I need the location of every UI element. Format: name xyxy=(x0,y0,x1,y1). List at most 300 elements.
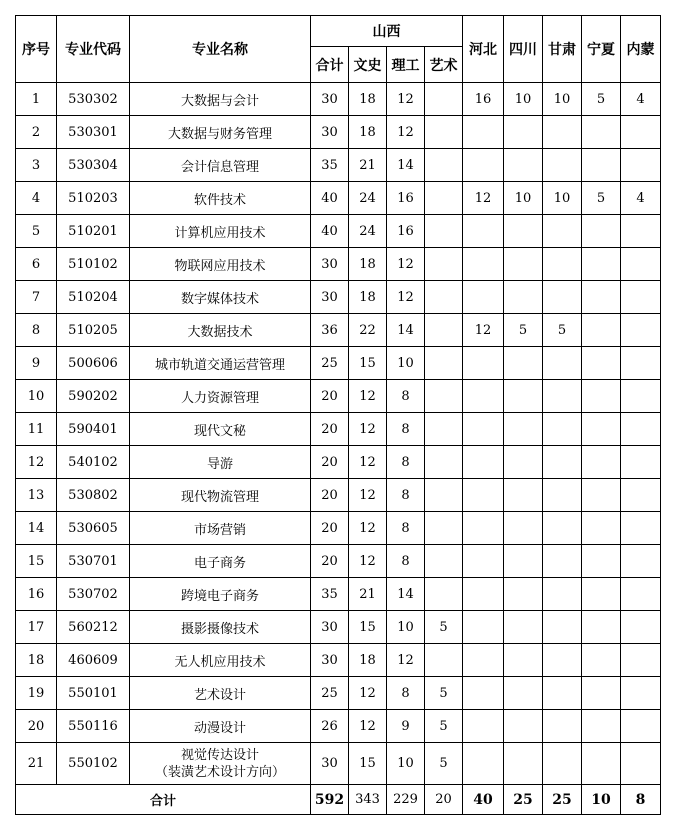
cell-ningxia xyxy=(582,116,621,149)
header-shanxi-wenshi: 文史 xyxy=(349,47,387,83)
cell-neimeng xyxy=(621,314,661,347)
table-row xyxy=(16,644,661,677)
cell-yishu xyxy=(425,644,463,677)
cell-hebei xyxy=(463,281,504,314)
cell-code: 540102 xyxy=(57,446,130,479)
cell-shanxi-total: 20 xyxy=(311,479,349,512)
cell-ningxia: 5 xyxy=(582,182,621,215)
cell-gansu xyxy=(543,710,582,743)
cell-index: 9 xyxy=(16,347,57,380)
cell-sichuan xyxy=(504,281,543,314)
cell-sichuan xyxy=(504,611,543,644)
cell-name xyxy=(130,149,311,182)
cell-wenshi: 18 xyxy=(349,248,387,281)
cell-wenshi: 22 xyxy=(349,314,387,347)
enrollment-plan-table xyxy=(15,15,661,815)
cell-code: 530301 xyxy=(57,116,130,149)
cell-name xyxy=(130,545,311,578)
table-row xyxy=(16,281,661,314)
cell-hebei xyxy=(463,347,504,380)
cell-yishu xyxy=(425,578,463,611)
cell-code: 510203 xyxy=(57,182,130,215)
major-name: 动漫设计 xyxy=(193,720,246,736)
cell-wenshi: 18 xyxy=(349,281,387,314)
cell-neimeng xyxy=(621,281,661,314)
cell-sichuan xyxy=(504,248,543,281)
cell-hebei xyxy=(463,380,504,413)
total-yishu: 20 xyxy=(425,785,463,815)
cell-ningxia xyxy=(582,611,621,644)
cell-neimeng xyxy=(621,116,661,149)
table-row xyxy=(16,743,661,785)
cell-ningxia xyxy=(582,347,621,380)
cell-gansu xyxy=(543,677,582,710)
cell-ligong: 14 xyxy=(387,578,425,611)
table-row xyxy=(16,314,661,347)
major-name: 无人机应用技术 xyxy=(174,654,266,670)
cell-hebei xyxy=(463,644,504,677)
cell-index: 21 xyxy=(16,743,57,785)
cell-neimeng xyxy=(621,347,661,380)
cell-ligong: 8 xyxy=(387,479,425,512)
cell-shanxi-total: 20 xyxy=(311,380,349,413)
cell-shanxi-total: 30 xyxy=(311,644,349,677)
cell-name xyxy=(130,479,311,512)
cell-yishu: 5 xyxy=(425,710,463,743)
header-ningxia: 宁夏 xyxy=(582,16,621,83)
cell-ningxia xyxy=(582,479,621,512)
cell-gansu: 10 xyxy=(543,83,582,116)
cell-ligong: 8 xyxy=(387,413,425,446)
cell-ningxia xyxy=(582,743,621,785)
table-row xyxy=(16,413,661,446)
cell-name xyxy=(130,611,311,644)
cell-ligong: 8 xyxy=(387,677,425,710)
cell-hebei xyxy=(463,578,504,611)
cell-name xyxy=(130,710,311,743)
cell-gansu xyxy=(543,149,582,182)
cell-neimeng xyxy=(621,611,661,644)
major-name: 跨境电子商务 xyxy=(180,588,259,604)
cell-wenshi: 12 xyxy=(349,710,387,743)
cell-ligong: 8 xyxy=(387,380,425,413)
major-name: 视觉传达设计 xyxy=(180,747,259,763)
cell-hebei xyxy=(463,710,504,743)
cell-ningxia: 5 xyxy=(582,83,621,116)
major-name: 大数据与会计 xyxy=(180,93,259,109)
cell-index: 7 xyxy=(16,281,57,314)
cell-wenshi: 12 xyxy=(349,677,387,710)
cell-yishu: 5 xyxy=(425,743,463,785)
table-row xyxy=(16,611,661,644)
cell-ningxia xyxy=(582,446,621,479)
cell-code: 550116 xyxy=(57,710,130,743)
cell-ligong: 12 xyxy=(387,116,425,149)
cell-gansu xyxy=(543,347,582,380)
cell-yishu: 5 xyxy=(425,677,463,710)
cell-gansu xyxy=(543,578,582,611)
cell-gansu xyxy=(543,644,582,677)
cell-code: 530605 xyxy=(57,512,130,545)
total-wenshi: 343 xyxy=(349,785,387,815)
cell-gansu xyxy=(543,611,582,644)
cell-name xyxy=(130,578,311,611)
table-row xyxy=(16,710,661,743)
cell-sichuan xyxy=(504,446,543,479)
cell-sichuan: 5 xyxy=(504,314,543,347)
cell-ningxia xyxy=(582,545,621,578)
cell-yishu xyxy=(425,347,463,380)
cell-yishu xyxy=(425,116,463,149)
cell-neimeng xyxy=(621,710,661,743)
cell-gansu xyxy=(543,743,582,785)
major-name: 现代物流管理 xyxy=(180,489,259,505)
major-name-direction: （装潢艺术设计方向） xyxy=(154,764,285,780)
table-row xyxy=(16,347,661,380)
cell-ligong: 14 xyxy=(387,314,425,347)
cell-shanxi-total: 40 xyxy=(311,182,349,215)
cell-ligong: 9 xyxy=(387,710,425,743)
cell-ligong: 10 xyxy=(387,347,425,380)
cell-hebei xyxy=(463,479,504,512)
total-row xyxy=(16,785,661,815)
table-row xyxy=(16,446,661,479)
table-row xyxy=(16,479,661,512)
cell-wenshi: 15 xyxy=(349,743,387,785)
cell-name xyxy=(130,413,311,446)
major-name: 市场营销 xyxy=(193,522,246,538)
cell-name xyxy=(130,83,311,116)
cell-shanxi-total: 20 xyxy=(311,512,349,545)
table-row xyxy=(16,182,661,215)
cell-code: 510204 xyxy=(57,281,130,314)
cell-code: 550101 xyxy=(57,677,130,710)
cell-index: 10 xyxy=(16,380,57,413)
cell-wenshi: 21 xyxy=(349,149,387,182)
cell-index: 20 xyxy=(16,710,57,743)
cell-neimeng xyxy=(621,644,661,677)
cell-code: 530302 xyxy=(57,83,130,116)
cell-sichuan xyxy=(504,347,543,380)
cell-shanxi-total: 40 xyxy=(311,215,349,248)
cell-code: 560212 xyxy=(57,611,130,644)
cell-index: 17 xyxy=(16,611,57,644)
cell-ningxia xyxy=(582,248,621,281)
cell-ningxia xyxy=(582,413,621,446)
cell-code: 550102 xyxy=(57,743,130,785)
total-label: 合计 xyxy=(16,785,311,815)
cell-name xyxy=(130,446,311,479)
cell-gansu: 10 xyxy=(543,182,582,215)
cell-wenshi: 12 xyxy=(349,446,387,479)
header-shanxi-yishu: 艺术 xyxy=(425,47,463,83)
cell-gansu xyxy=(543,215,582,248)
cell-ligong: 12 xyxy=(387,281,425,314)
cell-yishu xyxy=(425,380,463,413)
cell-hebei xyxy=(463,149,504,182)
cell-yishu xyxy=(425,545,463,578)
table-row xyxy=(16,512,661,545)
cell-index: 16 xyxy=(16,578,57,611)
table-body xyxy=(16,83,661,785)
cell-yishu xyxy=(425,446,463,479)
cell-yishu xyxy=(425,413,463,446)
total-ligong: 229 xyxy=(387,785,425,815)
header-major-name: 专业名称 xyxy=(130,16,311,83)
cell-ligong: 10 xyxy=(387,611,425,644)
cell-ningxia xyxy=(582,710,621,743)
cell-name xyxy=(130,248,311,281)
cell-name xyxy=(130,347,311,380)
cell-hebei xyxy=(463,413,504,446)
cell-ningxia xyxy=(582,314,621,347)
cell-shanxi-total: 25 xyxy=(311,677,349,710)
major-name: 大数据与财务管理 xyxy=(167,126,272,142)
cell-name xyxy=(130,380,311,413)
cell-wenshi: 24 xyxy=(349,182,387,215)
cell-ligong: 12 xyxy=(387,248,425,281)
cell-ligong: 14 xyxy=(387,149,425,182)
header-neimeng: 内蒙 xyxy=(621,16,661,83)
cell-index: 19 xyxy=(16,677,57,710)
cell-hebei xyxy=(463,116,504,149)
cell-ningxia xyxy=(582,644,621,677)
cell-shanxi-total: 30 xyxy=(311,116,349,149)
cell-name xyxy=(130,215,311,248)
cell-ligong: 10 xyxy=(387,743,425,785)
cell-wenshi: 12 xyxy=(349,413,387,446)
total-ningxia: 10 xyxy=(582,785,621,815)
cell-shanxi-total: 30 xyxy=(311,248,349,281)
cell-wenshi: 12 xyxy=(349,380,387,413)
cell-hebei: 16 xyxy=(463,83,504,116)
cell-sichuan xyxy=(504,116,543,149)
cell-shanxi-total: 25 xyxy=(311,347,349,380)
cell-hebei xyxy=(463,677,504,710)
cell-index: 3 xyxy=(16,149,57,182)
major-name: 城市轨道交通运营管理 xyxy=(154,357,285,373)
cell-yishu xyxy=(425,512,463,545)
cell-hebei xyxy=(463,248,504,281)
cell-sichuan: 10 xyxy=(504,182,543,215)
major-name: 现代文秘 xyxy=(193,423,246,439)
cell-yishu xyxy=(425,215,463,248)
cell-code: 510102 xyxy=(57,248,130,281)
cell-ningxia xyxy=(582,281,621,314)
cell-sichuan xyxy=(504,149,543,182)
major-name: 导游 xyxy=(206,456,233,472)
cell-index: 8 xyxy=(16,314,57,347)
cell-wenshi: 18 xyxy=(349,83,387,116)
cell-sichuan xyxy=(504,578,543,611)
cell-name xyxy=(130,116,311,149)
cell-wenshi: 15 xyxy=(349,611,387,644)
cell-gansu xyxy=(543,380,582,413)
cell-shanxi-total: 30 xyxy=(311,281,349,314)
cell-neimeng: 4 xyxy=(621,83,661,116)
cell-code: 530702 xyxy=(57,578,130,611)
cell-shanxi-total: 26 xyxy=(311,710,349,743)
cell-gansu xyxy=(543,545,582,578)
major-name: 物联网应用技术 xyxy=(174,258,266,274)
major-name: 大数据技术 xyxy=(187,324,253,340)
cell-code: 590202 xyxy=(57,380,130,413)
cell-neimeng xyxy=(621,512,661,545)
cell-neimeng xyxy=(621,248,661,281)
cell-yishu xyxy=(425,149,463,182)
cell-gansu xyxy=(543,116,582,149)
cell-sichuan xyxy=(504,677,543,710)
major-name: 艺术设计 xyxy=(193,687,246,703)
table-row xyxy=(16,578,661,611)
cell-yishu xyxy=(425,248,463,281)
cell-yishu xyxy=(425,182,463,215)
cell-hebei xyxy=(463,611,504,644)
cell-code: 460609 xyxy=(57,644,130,677)
total-gansu: 25 xyxy=(543,785,582,815)
cell-index: 12 xyxy=(16,446,57,479)
cell-sichuan: 10 xyxy=(504,83,543,116)
table-row xyxy=(16,83,661,116)
cell-code: 530802 xyxy=(57,479,130,512)
cell-index: 15 xyxy=(16,545,57,578)
cell-ningxia xyxy=(582,380,621,413)
cell-ningxia xyxy=(582,512,621,545)
cell-name xyxy=(130,677,311,710)
header-hebei: 河北 xyxy=(463,16,504,83)
header-index: 序号 xyxy=(16,16,57,83)
header-shanxi: 山西 xyxy=(311,16,463,47)
cell-sichuan xyxy=(504,743,543,785)
cell-code: 510201 xyxy=(57,215,130,248)
cell-hebei: 12 xyxy=(463,314,504,347)
cell-neimeng xyxy=(621,215,661,248)
cell-code: 510205 xyxy=(57,314,130,347)
cell-neimeng xyxy=(621,545,661,578)
cell-sichuan xyxy=(504,215,543,248)
table-row xyxy=(16,248,661,281)
cell-neimeng: 4 xyxy=(621,182,661,215)
cell-sichuan xyxy=(504,479,543,512)
cell-hebei xyxy=(463,512,504,545)
cell-neimeng xyxy=(621,380,661,413)
cell-ligong: 12 xyxy=(387,83,425,116)
cell-sichuan xyxy=(504,512,543,545)
cell-yishu xyxy=(425,479,463,512)
table-row xyxy=(16,149,661,182)
cell-wenshi: 12 xyxy=(349,545,387,578)
cell-gansu xyxy=(543,248,582,281)
cell-neimeng xyxy=(621,578,661,611)
cell-sichuan xyxy=(504,413,543,446)
cell-code: 530304 xyxy=(57,149,130,182)
cell-neimeng xyxy=(621,743,661,785)
cell-wenshi: 12 xyxy=(349,479,387,512)
cell-ligong: 16 xyxy=(387,215,425,248)
major-name: 电子商务 xyxy=(193,555,246,571)
major-name: 会计信息管理 xyxy=(180,159,259,175)
cell-shanxi-total: 35 xyxy=(311,578,349,611)
cell-name xyxy=(130,314,311,347)
cell-yishu xyxy=(425,83,463,116)
major-name: 数字媒体技术 xyxy=(180,291,259,307)
cell-wenshi: 24 xyxy=(349,215,387,248)
cell-ligong: 8 xyxy=(387,446,425,479)
cell-ningxia xyxy=(582,215,621,248)
cell-sichuan xyxy=(504,380,543,413)
cell-index: 18 xyxy=(16,644,57,677)
total-sichuan: 25 xyxy=(504,785,543,815)
cell-sichuan xyxy=(504,545,543,578)
cell-wenshi: 21 xyxy=(349,578,387,611)
cell-code: 530701 xyxy=(57,545,130,578)
cell-code: 500606 xyxy=(57,347,130,380)
cell-hebei xyxy=(463,446,504,479)
cell-ligong: 8 xyxy=(387,512,425,545)
total-shanxi: 592 xyxy=(311,785,349,815)
header-major-code: 专业代码 xyxy=(57,16,130,83)
cell-ningxia xyxy=(582,677,621,710)
table-row xyxy=(16,380,661,413)
cell-hebei: 12 xyxy=(463,182,504,215)
cell-neimeng xyxy=(621,446,661,479)
cell-shanxi-total: 30 xyxy=(311,83,349,116)
header-shanxi-total: 合计 xyxy=(311,47,349,83)
cell-hebei xyxy=(463,743,504,785)
cell-neimeng xyxy=(621,677,661,710)
major-name: 计算机应用技术 xyxy=(174,225,266,241)
cell-name xyxy=(130,644,311,677)
cell-shanxi-total: 36 xyxy=(311,314,349,347)
cell-gansu xyxy=(543,413,582,446)
cell-shanxi-total: 20 xyxy=(311,446,349,479)
cell-gansu: 5 xyxy=(543,314,582,347)
cell-index: 14 xyxy=(16,512,57,545)
cell-wenshi: 12 xyxy=(349,512,387,545)
cell-ligong: 12 xyxy=(387,644,425,677)
cell-index: 2 xyxy=(16,116,57,149)
cell-yishu xyxy=(425,314,463,347)
cell-index: 11 xyxy=(16,413,57,446)
cell-neimeng xyxy=(621,413,661,446)
cell-name xyxy=(130,512,311,545)
cell-sichuan xyxy=(504,644,543,677)
cell-name xyxy=(130,281,311,314)
cell-shanxi-total: 20 xyxy=(311,413,349,446)
major-name: 人力资源管理 xyxy=(180,390,259,406)
cell-wenshi: 15 xyxy=(349,347,387,380)
header-shanxi-ligong: 理工 xyxy=(387,47,425,83)
major-name: 摄影摄像技术 xyxy=(180,621,259,637)
cell-hebei xyxy=(463,545,504,578)
cell-name xyxy=(130,182,311,215)
cell-neimeng xyxy=(621,479,661,512)
cell-yishu: 5 xyxy=(425,611,463,644)
cell-index: 5 xyxy=(16,215,57,248)
cell-gansu xyxy=(543,512,582,545)
table-row xyxy=(16,545,661,578)
cell-gansu xyxy=(543,281,582,314)
cell-gansu xyxy=(543,446,582,479)
table-row xyxy=(16,116,661,149)
major-name: 软件技术 xyxy=(193,192,246,208)
cell-ligong: 16 xyxy=(387,182,425,215)
cell-ningxia xyxy=(582,149,621,182)
cell-ningxia xyxy=(582,578,621,611)
total-neimeng: 8 xyxy=(621,785,661,815)
header-gansu: 甘肃 xyxy=(543,16,582,83)
cell-sichuan xyxy=(504,710,543,743)
